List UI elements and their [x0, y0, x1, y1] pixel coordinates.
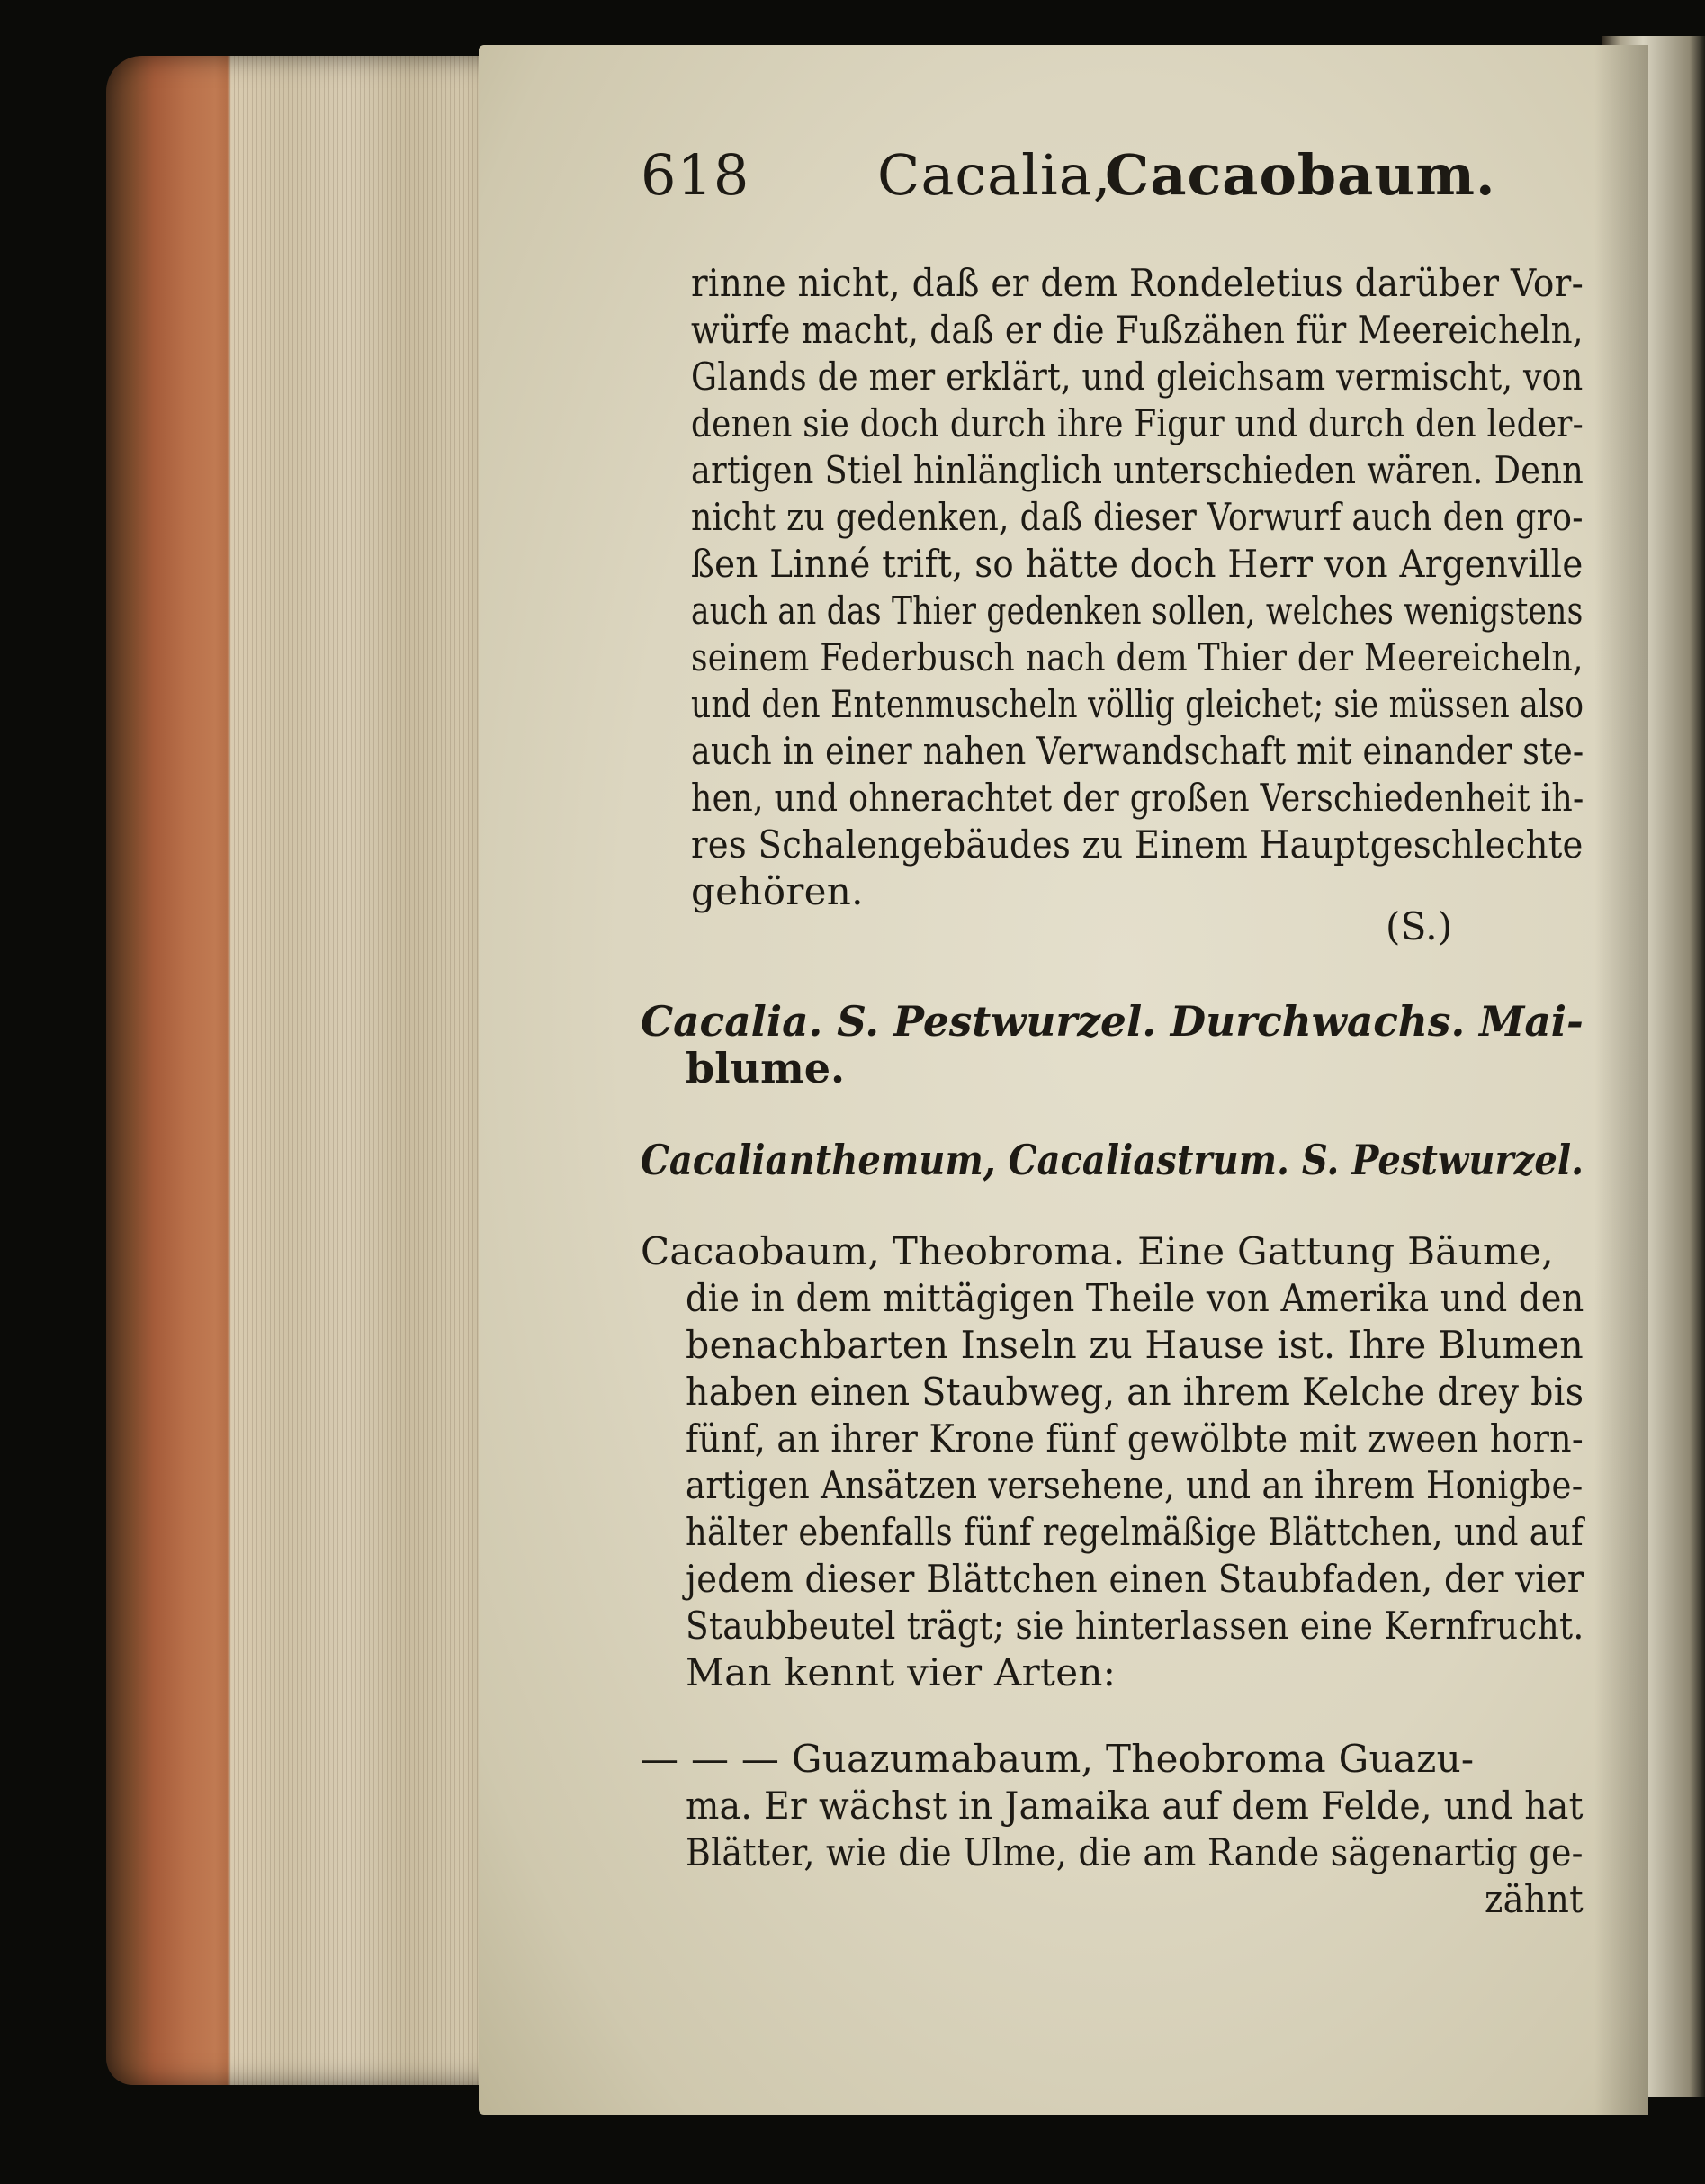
entry-cacaobaum-line: benachbarten Inseln zu Hause ist. Ihre Blumen: [686, 1323, 1584, 1367]
entry-cacalianthemum: Cacalianthemum, Cacaliastrum. S. Pestwurzel.: [641, 1136, 1584, 1184]
page-edge-lines: [229, 56, 499, 2085]
entry-cacaobaum-line: die in dem mittägigen Theile von Amerika und den: [686, 1276, 1584, 1320]
continuation-line: auch in einer nahen Verwandschaft mit einander ste-: [691, 729, 1584, 773]
catchword: zähnt: [1485, 1877, 1584, 1921]
entry-cacaobaum-line: Cacaobaum, Theobroma. Eine Gattung Bäume,: [641, 1229, 1554, 1273]
entry-cacaobaum-line: Staubbeutel trägt; sie hinterlassen eine Kernfrucht.: [686, 1604, 1584, 1648]
entry-guazumabaum-line: — — — Guazumabaum, Theobroma Guazu-: [641, 1737, 1475, 1781]
entry-cacalia-line: blume.: [686, 1044, 846, 1092]
entry-cacaobaum-line: hälter ebenfalls fünf regelmäßige Blättchen, und auf: [686, 1510, 1584, 1554]
entry-cacaobaum-line: artigen Ansätzen versehene, und an ihrem Honigbe-: [686, 1463, 1584, 1507]
entry-cacaobaum-line: fünf, an ihrer Krone fünf gewölbte mit zween horn-: [686, 1416, 1584, 1460]
entry-guazumabaum-line: Blätter, wie die Ulme, die am Rande sägenartig ge-: [686, 1830, 1584, 1874]
continuation-line: rinne nicht, daß er dem Rondeletius darüber Vor-: [691, 261, 1584, 305]
continuation-line: denen sie doch durch ihre Figur und durch den leder-: [691, 401, 1584, 445]
continuation-line: hen, und ohnerachtet der großen Verschiedenheit ih-: [691, 776, 1584, 820]
continuation-line: würfe macht, daß er die Fußzähen für Meereicheln,: [691, 308, 1584, 352]
entry-cacaobaum-line: Man kennt vier Arten:: [686, 1650, 1117, 1694]
running-title-fraktur: Cacaobaum.: [1105, 142, 1496, 208]
entry-cacaobaum-line: haben einen Staubweg, an ihrem Kelche drey bis: [686, 1370, 1584, 1414]
continuation-line: ßen Linné trift, so hätte doch Herr von Argenville: [691, 542, 1584, 586]
continuation-line: und den Entenmuscheln völlig gleichet; sie müssen also: [691, 682, 1584, 726]
continuation-line: auch an das Thier gedenken sollen, welches wenigstens: [691, 589, 1584, 633]
entry-guazumabaum-line: ma. Er wächst in Jamaika auf dem Felde, und hat: [686, 1784, 1584, 1828]
page-number: 618: [641, 142, 750, 208]
continuation-line: res Schalengebäudes zu Einem Hauptgeschlechte: [691, 822, 1584, 867]
continuation-line: Glands de mer erklärt, und gleichsam vermischt, von: [691, 355, 1584, 399]
continuation-line: artigen Stiel hinlänglich unterschieden wären. Denn: [691, 448, 1584, 492]
author-signature: (S.): [1386, 904, 1453, 948]
continuation-line: nicht zu gedenken, daß dieser Vorwurf auch den gro-: [691, 495, 1584, 539]
continuation-line: seinem Federbusch nach dem Thier der Meereicheln,: [691, 635, 1584, 679]
entry-cacaobaum-line: jedem dieser Blättchen einen Staubfaden, der vier: [686, 1557, 1584, 1601]
continuation-line: gehören.: [691, 869, 864, 913]
running-title: Cacalia,: [877, 142, 1112, 208]
entry-cacalia-line: Cacalia. S. Pestwurzel. Durchwachs. Mai-: [641, 997, 1584, 1046]
